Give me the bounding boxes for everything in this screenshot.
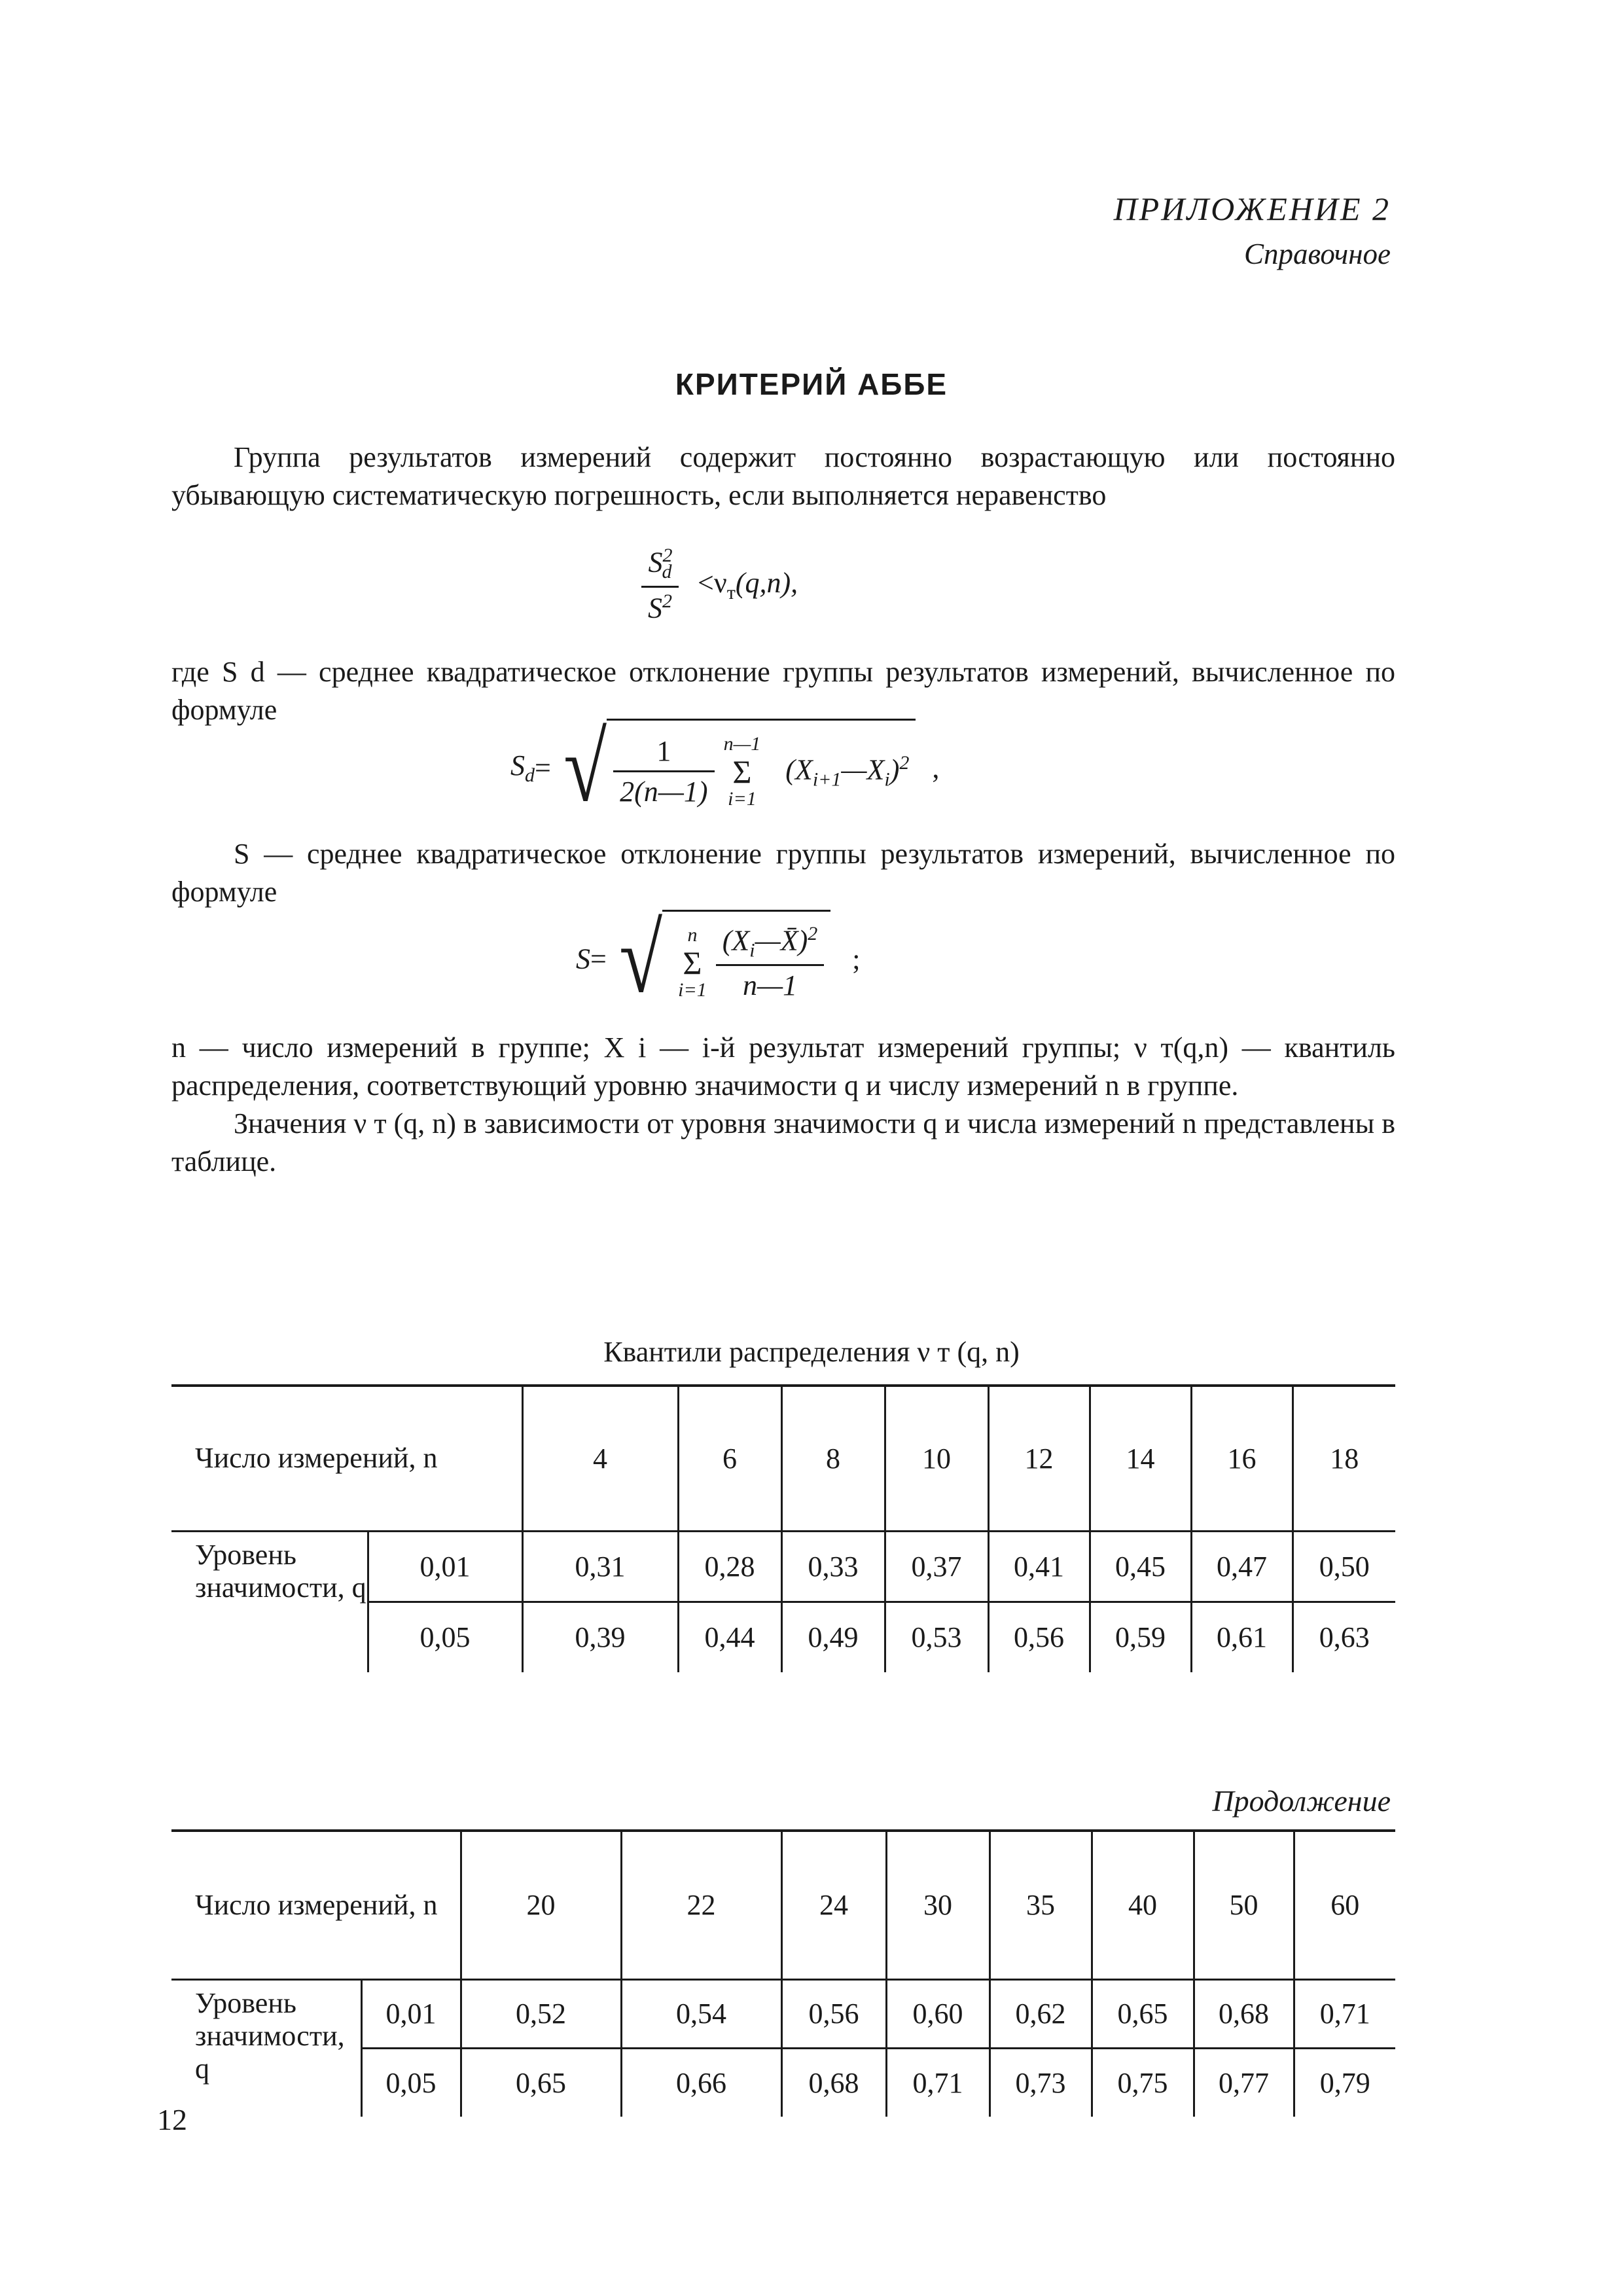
f3-num-sup: 2 [808, 922, 818, 944]
table-1-n-cell: 8 [781, 1387, 885, 1531]
table-1-value-cell: 0,53 [885, 1602, 988, 1672]
f3-num: (X [722, 924, 750, 957]
variance-ratio [641, 545, 679, 625]
f2-sqrt [558, 713, 916, 822]
s-definition-text: S — среднее квадратическое отклонение группы результатов измерений, вычисленное по формуле [171, 838, 1395, 908]
f3-sqrt [614, 905, 830, 1013]
table-1-n-row [171, 1387, 1395, 1531]
page-title: КРИТЕРИЙ АББЕ [675, 367, 948, 401]
table-2-n-row [171, 1832, 1395, 1979]
table-1-value-cell: 0,50 [1293, 1531, 1395, 1602]
table-1-value-cell: 0,28 [678, 1531, 781, 1602]
table-2-value-cell: 0,73 [990, 2048, 1092, 2117]
intro-text: Группа результатов измерений содержит постоянно возрастающую или постоянно убывающую систематическую погрешность, если выполняется неравенство [171, 441, 1395, 511]
table-1-row [171, 1531, 1395, 1602]
f2-frac-den: 2(n—1) [620, 776, 708, 808]
f1-num: S [648, 546, 663, 579]
f2-sum-sign: Σ [732, 753, 752, 790]
sd-definition [171, 653, 1395, 729]
table-1-n-cell: 4 [522, 1387, 678, 1531]
table-2-n-cell: 35 [990, 1832, 1092, 1979]
sd-definition-text: где S d — среднее квадратическое отклонение группы результатов измерений, вычисленное по формуле [171, 656, 1395, 726]
table-2-value-cell: 0,56 [781, 1979, 886, 2048]
table-1-n-cell: 12 [988, 1387, 1090, 1531]
table-2-n-cell: 40 [1092, 1832, 1194, 1979]
table-1-value-cell: 0,37 [885, 1531, 988, 1602]
f2-body-end: ) [889, 753, 900, 786]
table-2-value-cell: 0,62 [990, 1979, 1092, 2048]
table-2-value-cell: 0,65 [1092, 1979, 1194, 2048]
f1-num-sup: 2 [662, 545, 673, 566]
f2-lhs: S [510, 749, 525, 782]
f2-frac-num: 1 [613, 734, 714, 772]
table-1-grid [171, 1387, 1395, 1672]
sqrt-symbol-icon: √ [619, 905, 662, 1013]
table-1-n-cell: 10 [885, 1387, 988, 1531]
f1-den-sup: 2 [662, 590, 672, 613]
table-1-value-cell: 0,41 [988, 1531, 1090, 1602]
f3-sum-top: n [687, 924, 698, 946]
f3-sum-sign: Σ [683, 944, 702, 981]
table-2-value-cell: 0,68 [1194, 1979, 1294, 2048]
appendix-note: Справочное [1243, 238, 1391, 270]
continuation-label: Продолжение [1212, 1784, 1391, 1818]
f3-eq: = [590, 942, 607, 975]
table-1-value-cell: 0,49 [781, 1602, 885, 1672]
table-1-n-cell: 18 [1330, 1442, 1359, 1475]
page-number: 12 [157, 2103, 187, 2136]
table-2-value-cell: 0,52 [461, 1979, 621, 2048]
table-1-n-cell: 16 [1191, 1387, 1293, 1531]
table-caption: Квантили распределения ν т (q, n) [603, 1336, 1020, 1368]
table-2-value-cell: 0,79 [1319, 2066, 1370, 2099]
table-1-value-cell: 0,61 [1191, 1602, 1293, 1672]
table-2-n-cell: 22 [621, 1832, 781, 1979]
table-1-q-cell: 0,05 [368, 1602, 522, 1672]
table-2-value-cell: 0,77 [1194, 2048, 1294, 2117]
table-2-n-cell: 50 [1194, 1832, 1294, 1979]
table-2-q-cell: 0,05 [361, 2048, 461, 2117]
f3-sum [678, 924, 707, 1001]
values-paragraph: Значения ν т (q, n) в зависимости от уровня значимости q и числа измерений n представлены в таблице. [171, 1107, 1395, 1177]
table-1-value-cell: 0,47 [1191, 1531, 1293, 1602]
table-1-value-cell: 0,59 [1090, 1602, 1191, 1672]
f1-rhs-sub: т [726, 581, 736, 603]
appendix-heading: ПРИЛОЖЕНИЕ 2 [1113, 190, 1391, 227]
f2-eq: = [535, 751, 551, 784]
f2-sum [724, 733, 761, 810]
f2-tail: , [932, 751, 940, 784]
f1-num-sub: d [662, 561, 672, 583]
table-1-value-cell: 0,44 [678, 1602, 781, 1672]
n-definition [171, 1029, 1395, 1181]
table-1-value-cell: 0,63 [1319, 1621, 1370, 1654]
f1-den: S [648, 592, 662, 625]
sqrt-symbol-icon: √ [563, 713, 607, 822]
table-2-row [171, 1979, 1395, 2048]
f2-body: (X [785, 753, 813, 786]
f2-body-mid: —X [841, 753, 885, 786]
intro-paragraph [171, 439, 1395, 514]
f3-lhs: S [576, 942, 590, 975]
table-2-n-cell: 24 [781, 1832, 886, 1979]
table-2-n-label: Число измерений, n [171, 1832, 461, 1979]
table-1-value-cell: 0,56 [988, 1602, 1090, 1672]
table-2-value-cell: 0,65 [461, 2048, 621, 2117]
table-1-q-cell: 0,01 [368, 1531, 522, 1602]
f3-num-sub: i [749, 939, 755, 961]
table-2-value-cell: 0,60 [886, 1979, 990, 2048]
table-2-q-cell: 0,01 [361, 1979, 461, 2048]
f3-sum-bottom: i=1 [678, 978, 707, 1001]
table-1-value-cell: 0,31 [522, 1531, 678, 1602]
f2-sum-bottom: i=1 [728, 787, 757, 810]
table-2-value-cell: 0,54 [621, 1979, 781, 2048]
table-1-q-label: Уровень значимости, q [171, 1531, 368, 1672]
table-2-grid [171, 1832, 1395, 2117]
table-1-n-cell: 14 [1090, 1387, 1191, 1531]
table-1-value-cell: 0,39 [522, 1602, 678, 1672]
s-formula [576, 905, 861, 1013]
f3-num-mid: —X̄) [755, 924, 808, 957]
f2-sum-top: n—1 [723, 732, 761, 755]
table-2-value-cell: 0,71 [1294, 1979, 1395, 2048]
table-2-value-cell: 0,66 [621, 2048, 781, 2117]
quantile-table-2 [171, 1829, 1395, 2117]
table-1-value-cell: 0,45 [1090, 1531, 1191, 1602]
s-definition [171, 835, 1395, 911]
table-2-q-label: Уровень значимости, q [171, 1979, 361, 2117]
n-definition-text: n — число измерений в группе; X i — i-й результат измерений группы; ν т(q,n) — квантиль распределения, соответствующий уровню значимости q и числу измерений n в группе. [171, 1031, 1395, 1102]
f2-body-sub1: i+1 [812, 768, 842, 791]
table-2-n-cell: 30 [886, 1832, 990, 1979]
f3-tail: ; [852, 942, 861, 975]
table-2-n-cell: 60 [1330, 1889, 1360, 1922]
table-1-value-cell: 0,33 [781, 1531, 885, 1602]
table-2-value-cell: 0,75 [1092, 2048, 1194, 2117]
table-1-n-label: Число измерений, n [171, 1387, 522, 1531]
table-2-value-cell: 0,71 [886, 2048, 990, 2117]
sd-formula [510, 713, 940, 822]
abbe-inequality [641, 545, 798, 625]
table-2-value-cell: 0,68 [781, 2048, 886, 2117]
f2-body-sub2: i [884, 768, 890, 791]
table-2-n-cell: 20 [461, 1832, 621, 1979]
quantile-table-1 [171, 1384, 1395, 1672]
f2-lhs-sub: d [525, 764, 535, 786]
f3-den: n—1 [742, 969, 798, 1002]
table-1-n-cell: 6 [678, 1387, 781, 1531]
f1-rhs: <ν [698, 566, 727, 599]
f1-rhs-args: (q,n), [735, 566, 798, 599]
f2-body-sup: 2 [899, 751, 910, 774]
